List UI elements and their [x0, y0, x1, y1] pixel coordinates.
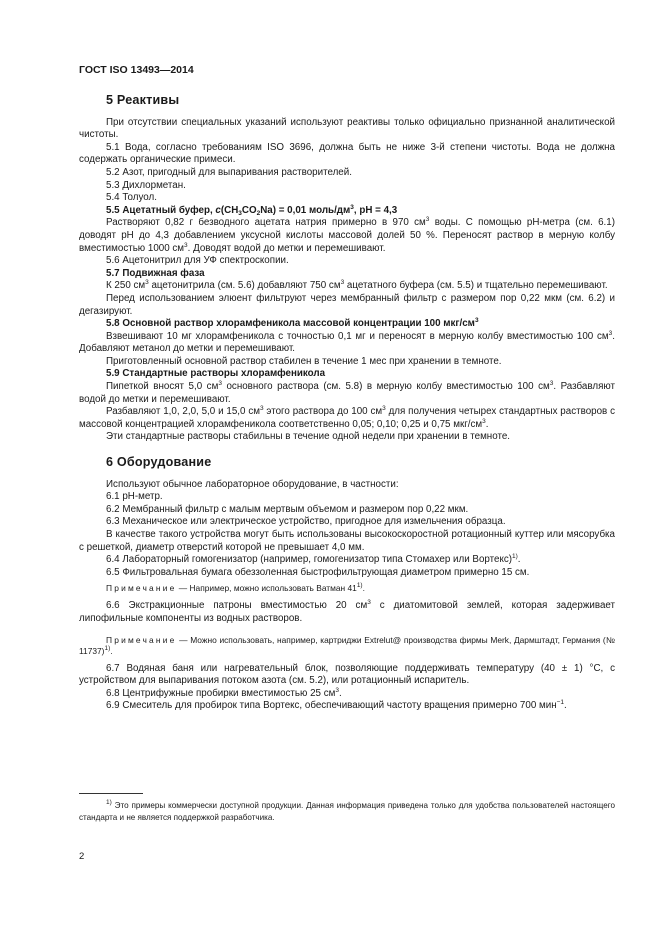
heading-5-5: 5.5 Ацетатный буфер, $c(CH_3CO_2Na) = 0,01$ моль/$дм^3$, pH = 4,3	[106, 203, 398, 217]
item-5-3: 5.3 Дихлорметан.	[106, 179, 186, 191]
item-5-2: 5.2 Азот, пригодный для выпаривания растворителей.	[106, 166, 352, 178]
item-6-9: 6.9 Смеситель для пробирок типа Вортекс, обеспечивающий частоту вращения примерно 700 мин$^{-1}$.	[106, 699, 567, 712]
section-5-intro: При отсутствии специальных указаний используют реактивы только официально признанной аналитической чистоты.	[79, 116, 615, 141]
note-6-6: Примечание — Можно использовать, например, картриджи Extrelut@ производства фирмы Merk, Дармштадт, Германия (№ 11737)$^{1)}$.	[79, 634, 615, 656]
item-6-6: 6.6 Экстракционные патроны вместимостью 20 $см^3$ с диатомитовой землей, которая задерживает липофильные компоненты из водных растворов.	[79, 599, 616, 624]
item-5-6: 5.6 Ацетонитрил для УФ спектроскопии.	[106, 255, 289, 267]
heading-5-9: 5.9 Стандартные растворы хлорамфеникола	[106, 368, 326, 380]
paragraph-5-5: Растворяют 0,82 г безводного ацетата натрия примерно в 970 $см^3$ воды. С помощью рН-метра (см. 6.1) доводят рН до 4,3 добавлением уксусной кислоты массовой долей 50 %. Переносят раствор в мерную колбу вместимостью 1000 $см^3$. Доводят водой до метки и перемешивают.	[79, 216, 615, 254]
paragraph-6-3: В качестве такого устройства могут быть использованы высокоскоростной ротационный куттер или мясорубка с решеткой, диаметр отверстий которой не превышает 4,0 мм.	[79, 529, 615, 553]
document-header: ГОСТ ISO 13493—2014	[79, 64, 194, 76]
item-6-1: 6.1 pH-метр.	[106, 491, 163, 503]
footnote-separator	[79, 793, 143, 794]
item-5-4: 5.4 Толуол.	[106, 192, 157, 204]
section-5-title: 5 Реактивы	[106, 93, 180, 107]
paragraph-5-9a: Пипеткой вносят 5,0 $см^3$ основного раствора (см. 5.8) в мерную колбу вместимостью 100 $см^3$. Разбавляют водой до метки и перемешивают.	[79, 380, 615, 405]
item-6-3: 6.3 Механическое или электрическое устройство, пригодное для измельчения образца.	[106, 516, 506, 528]
section-6-title: 6 Оборудование	[106, 455, 212, 470]
paragraph-5-7a: К 250 $см^3$ ацетонитрила (см. 5.6) добавляют 750 $см^3$ ацетатного буфера (см. 5.5) и тщательно перемешивают.	[106, 279, 608, 292]
page-number: 2	[79, 851, 85, 862]
item-6-5: 6.5 Фильтровальная бумага обеззоленная быстрофильтрующая диаметром примерно 15 см.	[106, 566, 530, 578]
note-6-5: Примечание — Например, можно использовать Ватман 41$^{1)}$.	[106, 582, 365, 594]
footnote: $^{1)}$ Это примеры коммерчески доступной продукции. Данная информация приведена только для удобства пользователей настоящего стандарта и не является поддержкой разработчика.	[79, 799, 615, 822]
item-6-2: 6.2 Мембранный фильтр с малым мертвым объемом и размером пор 0,22 мкм.	[106, 503, 469, 515]
item-6-4: 6.4 Лабораторный гомогенизатор (например, гомогенизатор типа Стомахер или Вортекс)$^{1)}$.	[106, 553, 521, 566]
paragraph-5-9b: Разбавляют 1,0, 2,0, 5,0 и 15,0 $см^3$ этого раствора до 100 $см^3$ для получения четырех стандартных растворов с массовой концентрацией хлорамфеникола соответственно 0,05; 0,10; 0,25 и 0,75 мкг/$см^3$.	[79, 405, 615, 430]
item-6-8: 6.8 Центрифужные пробирки вместимостью 25 $см^3$.	[106, 686, 342, 699]
item-5-1: 5.1 Вода, согласно требованиям ISO 3696, должна быть не ниже 3-й степени чистоты. Вода не должна содержать органические примеси.	[79, 141, 615, 166]
item-6-7: 6.7 Водяная баня или нагревательный блок, позволяющие поддерживать температуру (40 ± 1) °С, с устройством для выпаривания потоком азота (см. 5.2), или ротационный испаритель.	[79, 662, 615, 687]
paragraph-5-8b: Приготовленный основной раствор стабилен в течение 1 мес при хранении в темноте.	[106, 355, 502, 367]
paragraph-5-7b: Перед использованием элюент фильтруют через мембранный фильтр с размером пор 0,22 мкм (см. 6.2) и дегазируют.	[79, 292, 615, 317]
page-body	[79, 90, 615, 713]
paragraph-5-9c: Эти стандартные растворы стабильны в течение одной недели при хранении в темноте.	[106, 431, 510, 443]
paragraph-5-8a: Взвешивают 10 мг хлорамфеникола с точностью 0,1 мг и переносят в мерную колбу вместимостью 100 $см^3$. Добавляют метанол до метки и перемешивают.	[79, 329, 615, 355]
heading-5-7: 5.7 Подвижная фаза	[106, 267, 205, 279]
section-6-intro: Используют обычное лабораторное оборудование, в частности:	[106, 478, 399, 490]
heading-5-8: 5.8 Основной раствор хлорамфеникола массовой концентрации 100 мкг/$см^3$	[106, 317, 479, 330]
